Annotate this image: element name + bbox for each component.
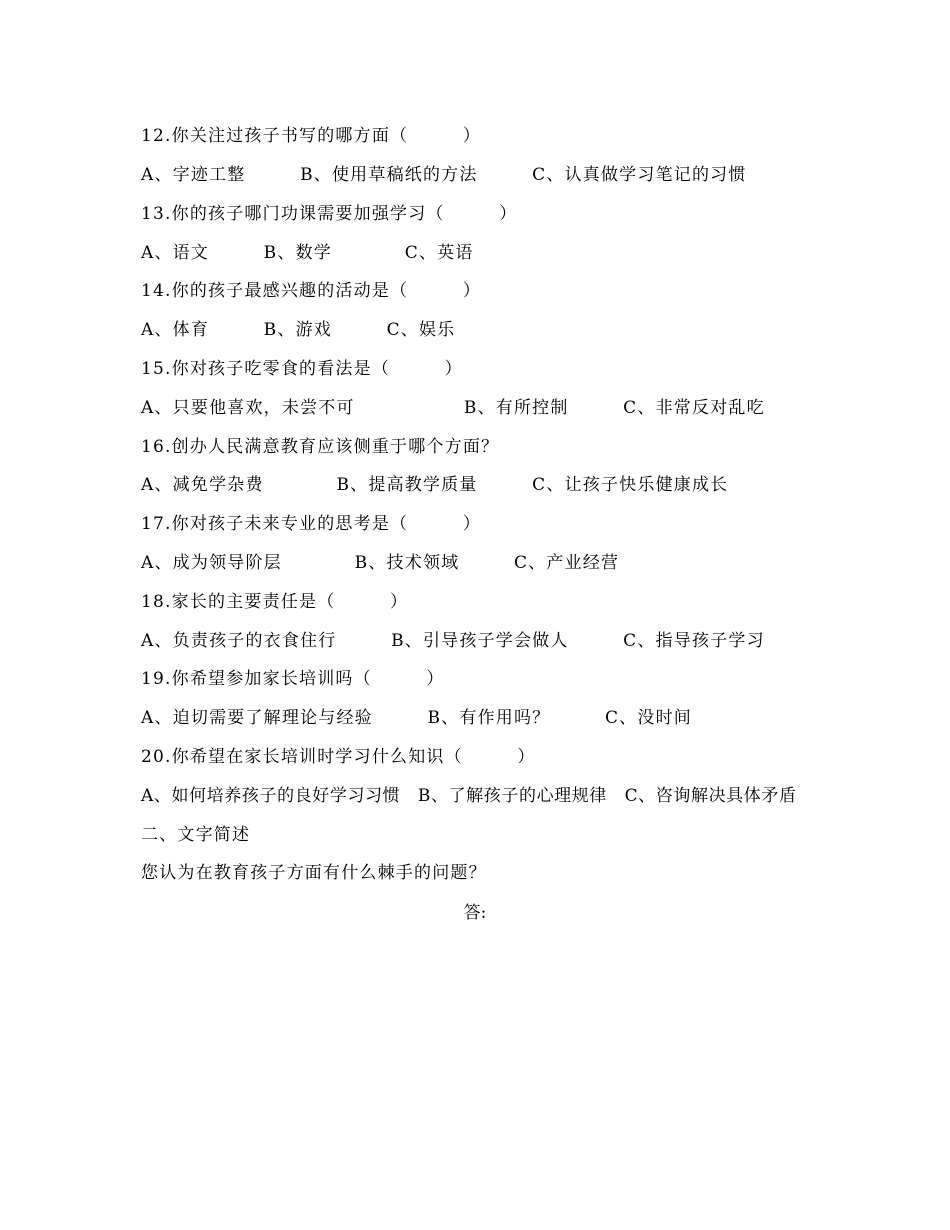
options-18: A、负责孩子的衣食住行 B、引导孩子学会做人 C、指导孩子学习	[141, 631, 765, 651]
question-14: 14.你的孩子最感兴趣的活动是（ ）	[141, 281, 482, 301]
question-17: 17.你对孩子未来专业的思考是（ ）	[141, 514, 482, 534]
question-13: 13.你的孩子哪门功课需要加强学习（ ）	[141, 204, 518, 224]
answer-label: 答:	[463, 903, 487, 923]
options-16: A、减免学杂费 B、提高教学质量 C、让孩子快乐健康成长	[141, 475, 729, 495]
options-13: A、语文 B、数学 C、英语	[141, 243, 474, 263]
options-15: A、只要他喜欢，未尝不可 B、有所控制 C、非常反对乱吃	[141, 398, 765, 418]
question-20: 20.你希望在家长培训时学习什么知识（ ）	[141, 747, 536, 767]
options-20: A、如何培养孩子的良好学习习惯 B、了解孩子的心理规律 C、咨询解决具体矛盾	[141, 786, 797, 806]
question-16: 16.创办人民满意教育应该侧重于哪个方面？	[141, 437, 500, 457]
options-19: A、迫切需要了解理论与经验 B、有作用吗？ C、没时间	[141, 708, 692, 728]
question-12: 12.你关注过孩子书写的哪方面（ ）	[141, 126, 482, 146]
options-12: A、字迹工整 B、使用草稿纸的方法 C、认真做学习笔记的习惯	[141, 165, 747, 185]
question-19: 19.你希望参加家长培训吗（ ）	[141, 669, 445, 689]
options-14: A、体育 B、游戏 C、娱乐	[141, 320, 456, 340]
question-18: 18.家长的主要责任是（ ）	[141, 592, 409, 612]
options-17: A、成为领导阶层 B、技术领域 C、产业经营	[141, 553, 620, 573]
prompt-question: 您认为在教育孩子方面有什么棘手的问题？	[141, 863, 487, 883]
question-15: 15.你对孩子吃零食的看法是（ ）	[141, 359, 463, 379]
section-heading: 二、文字简述	[141, 825, 251, 845]
